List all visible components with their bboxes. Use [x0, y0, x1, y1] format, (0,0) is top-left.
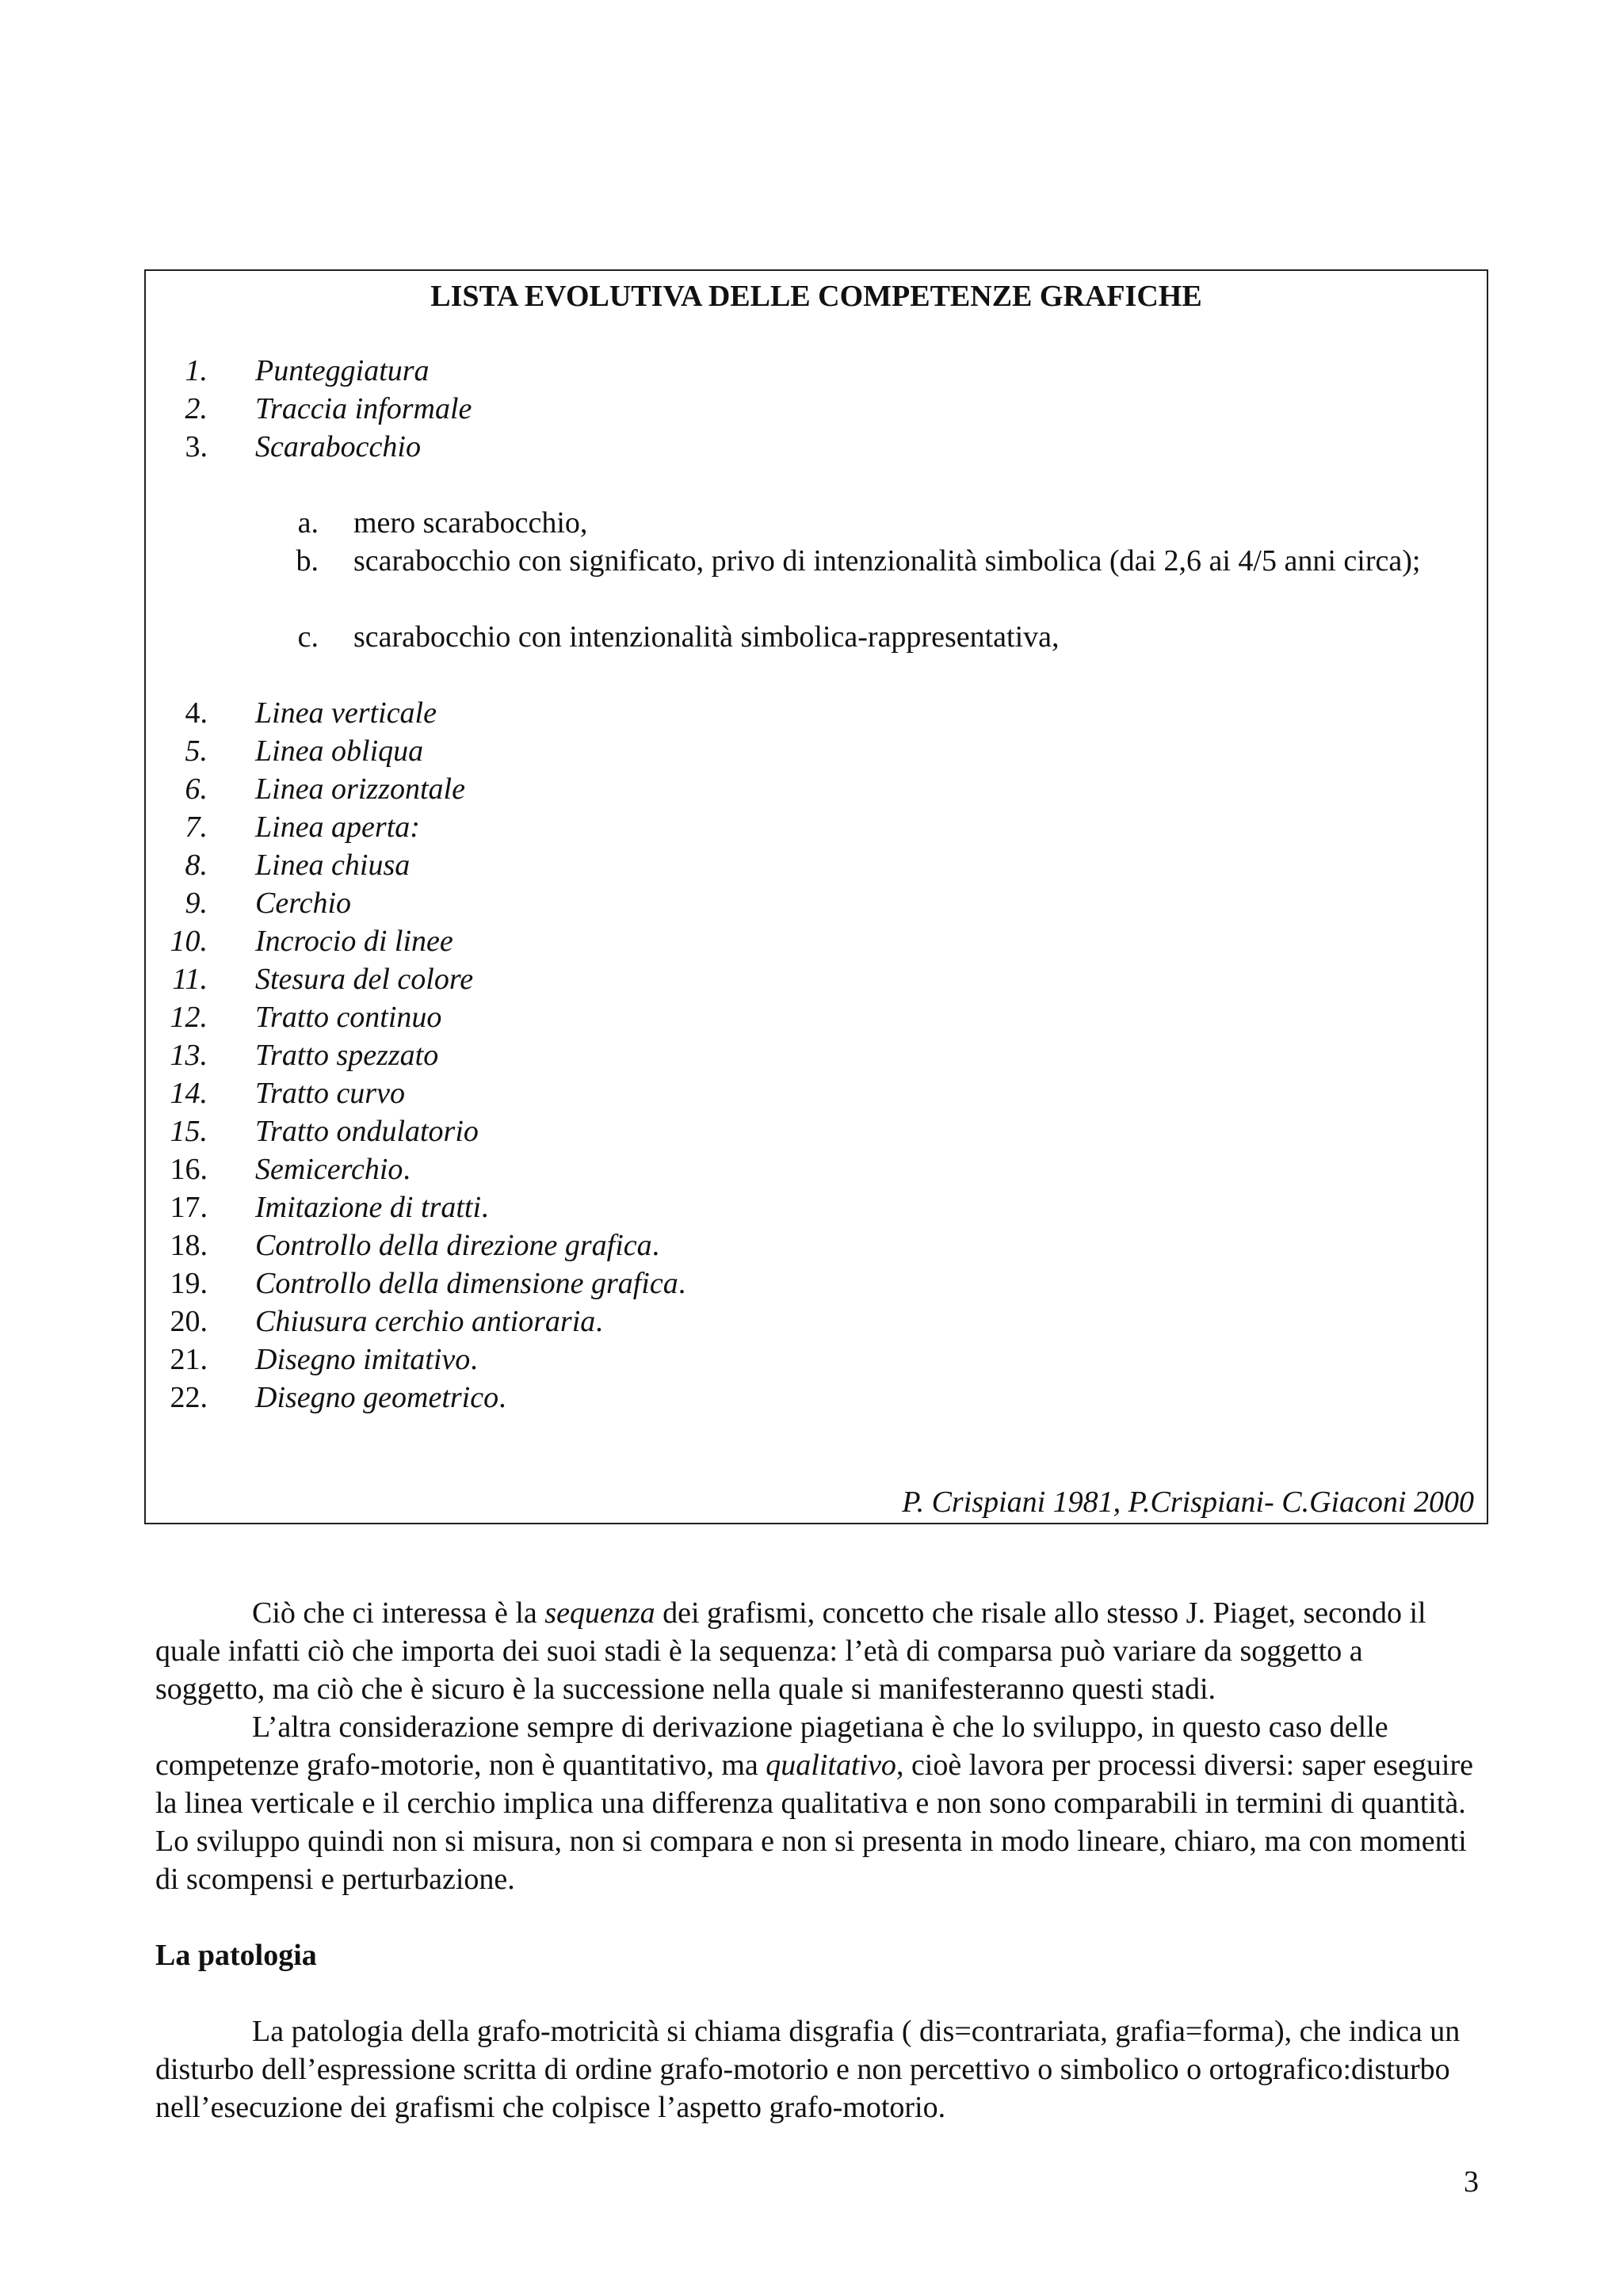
- list-item-number: 8.: [185, 849, 208, 882]
- list-item-label: Traccia informale: [255, 392, 472, 425]
- paragraph-qualitative: [155, 1708, 1477, 1898]
- p1-text-b: dei grafismi, concetto che risale allo stesso J. Piaget, secondo il quale infatti ciò che importa dei suoi stadi è la sequenza: l’età di comparsa può variare da soggetto a soggetto, ma ciò che è sicuro è la successione nella quale si manifesteranno questi stadi.: [155, 1596, 1426, 1706]
- list-item-text: [255, 1036, 438, 1074]
- sublist-text: scarabocchio con significato, privo di intenzionalità simbolica (dai 2,6 ai 4/5 anni circa);: [353, 544, 1421, 578]
- list-item-number: 12.: [170, 1001, 208, 1034]
- list-item-label: Controllo della direzione grafica: [255, 1229, 652, 1262]
- paragraph-pathology: [155, 2012, 1477, 2126]
- list-item-label: Linea obliqua: [255, 734, 424, 768]
- list-item-number: 2.: [185, 392, 208, 425]
- list-item-number: 6.: [185, 772, 208, 806]
- list-item-text: [255, 884, 351, 922]
- list-item-label: Incrocio di linee: [255, 925, 453, 958]
- list-item-label: Linea verticale: [255, 696, 437, 730]
- list-item-number: 21.: [170, 1343, 208, 1376]
- p2-text-b: , cioè lavora per processi diversi: saper eseguire la linea verticale e il cerchio implica una differenza qualitativa e non sono comparabili in termini di quantità. Lo sviluppo quindi non si misura, non si compara e non si presenta in modo lineare, chiaro, ma con momenti di scompensi e perturbazione.: [155, 1749, 1473, 1896]
- list-item-label: Imitazione di tratti: [255, 1191, 481, 1224]
- list-item-number: 14.: [170, 1077, 208, 1110]
- list-item-number: 22.: [170, 1381, 208, 1414]
- list-item-text: [255, 808, 420, 846]
- list-item-number: 19.: [170, 1267, 208, 1300]
- list-item-period: .: [678, 1267, 686, 1300]
- list-item-number: 1.: [185, 354, 208, 387]
- list-item-text: [255, 390, 472, 428]
- p2-emphasis: qualitativo: [766, 1749, 896, 1782]
- list-item-label: Tratto curvo: [255, 1077, 405, 1110]
- list-item-label: Scarabocchio: [255, 430, 421, 463]
- list-item-text: [255, 1188, 489, 1226]
- list-item-label: Linea chiusa: [255, 849, 411, 882]
- p3-text: La patologia della grafo-motricità si chiama disgrafia ( dis=contrariata, grafia=forma), che indica un disturbo dell’espressione scritta di ordine grafo-motorio e non percettivo o simbolico o ortografico:disturbo nell’esecuzione dei grafismi che colpisce l’aspetto grafo-motorio.: [155, 2015, 1461, 2124]
- list-item-label: Linea orizzontale: [255, 772, 465, 806]
- list-item-label: Punteggiatura: [255, 354, 430, 387]
- list-item-label: Semicerchio: [255, 1153, 403, 1186]
- sublist-text: mero scarabocchio,: [353, 506, 588, 540]
- list-item-number: 5.: [185, 734, 208, 768]
- list-item-text: [255, 428, 421, 466]
- list-item-text: [255, 732, 423, 770]
- list-item-text: [255, 1226, 659, 1264]
- list-item-label: Cerchio: [255, 887, 352, 920]
- list-item-number: 11.: [172, 963, 208, 996]
- list-item-period: .: [403, 1153, 411, 1186]
- list-item-number: 20.: [170, 1305, 208, 1338]
- list-item-number: 9.: [185, 887, 208, 920]
- list-item-text: [255, 1341, 478, 1379]
- list-item-period: .: [595, 1305, 603, 1338]
- list-item-text: [255, 1302, 603, 1341]
- list-item-text: [255, 352, 430, 390]
- list-item-label: Chiusura cerchio antioraria: [255, 1305, 596, 1338]
- citation: P. Crispiani 1981, P.Crispiani- C.Giaconi 2000: [902, 1486, 1474, 1519]
- list-item-text: [255, 922, 453, 960]
- list-item-label: Stesura del colore: [255, 963, 474, 996]
- list-item-label: Controllo della dimensione grafica: [255, 1267, 678, 1300]
- p1-emphasis: sequenza: [544, 1596, 655, 1630]
- list-item-number: 15.: [170, 1115, 208, 1148]
- list-item-period: .: [498, 1381, 506, 1414]
- list-item-period: .: [470, 1343, 478, 1376]
- list-item-text: [255, 1112, 479, 1150]
- list-item-label: Tratto continuo: [255, 1001, 442, 1034]
- list-item-period: .: [651, 1229, 660, 1262]
- list-item-number: 3.: [185, 430, 208, 463]
- list-item-text: [255, 1074, 405, 1112]
- list-item-text: [255, 1379, 506, 1417]
- list-item-label: Linea aperta:: [255, 810, 420, 844]
- section-heading: La patologia: [155, 1939, 317, 1972]
- box-title: LISTA EVOLUTIVA DELLE COMPETENZE GRAFICHE: [430, 280, 1202, 313]
- list-item-label: Tratto ondulatorio: [255, 1115, 479, 1148]
- p2-text-a: L’altra considerazione sempre di derivazione piagetiana è che lo sviluppo, in questo caso delle competenze grafo-motorie, non è quantitativo, ma: [155, 1711, 1388, 1782]
- sublist-letter: c.: [297, 620, 319, 654]
- competence-list-box: [144, 269, 1488, 1524]
- list-item-number: 10.: [170, 925, 208, 958]
- list-item-text: [255, 998, 441, 1036]
- list-item-number: 16.: [170, 1153, 208, 1186]
- sublist-letter: b.: [296, 544, 319, 578]
- list-item-number: 18.: [170, 1229, 208, 1262]
- list-item-text: [255, 1264, 685, 1302]
- list-item-label: Disegno imitativo: [255, 1343, 471, 1376]
- list-item-text: [255, 694, 437, 732]
- p1-text-a: Ciò che ci interessa è la: [252, 1596, 545, 1630]
- list-item-period: .: [481, 1191, 489, 1224]
- list-item-text: [255, 960, 473, 998]
- list-item-text: [255, 846, 410, 884]
- list-item-text: [255, 1150, 411, 1188]
- list-item-number: 4.: [185, 696, 208, 730]
- list-item-text: [255, 770, 465, 808]
- list-item-label: Disegno geometrico: [255, 1381, 499, 1414]
- paragraph-sequence: [155, 1594, 1477, 1708]
- sublist-text: scarabocchio con intenzionalità simbolica-rappresentativa,: [353, 620, 1060, 654]
- list-item-number: 13.: [170, 1039, 208, 1072]
- list-item-label: Tratto spezzato: [255, 1039, 439, 1072]
- page-number: 3: [1464, 2165, 1479, 2199]
- sublist-letter: a.: [297, 506, 319, 540]
- list-item-number: 7.: [185, 810, 208, 844]
- list-item-number: 17.: [170, 1191, 208, 1224]
